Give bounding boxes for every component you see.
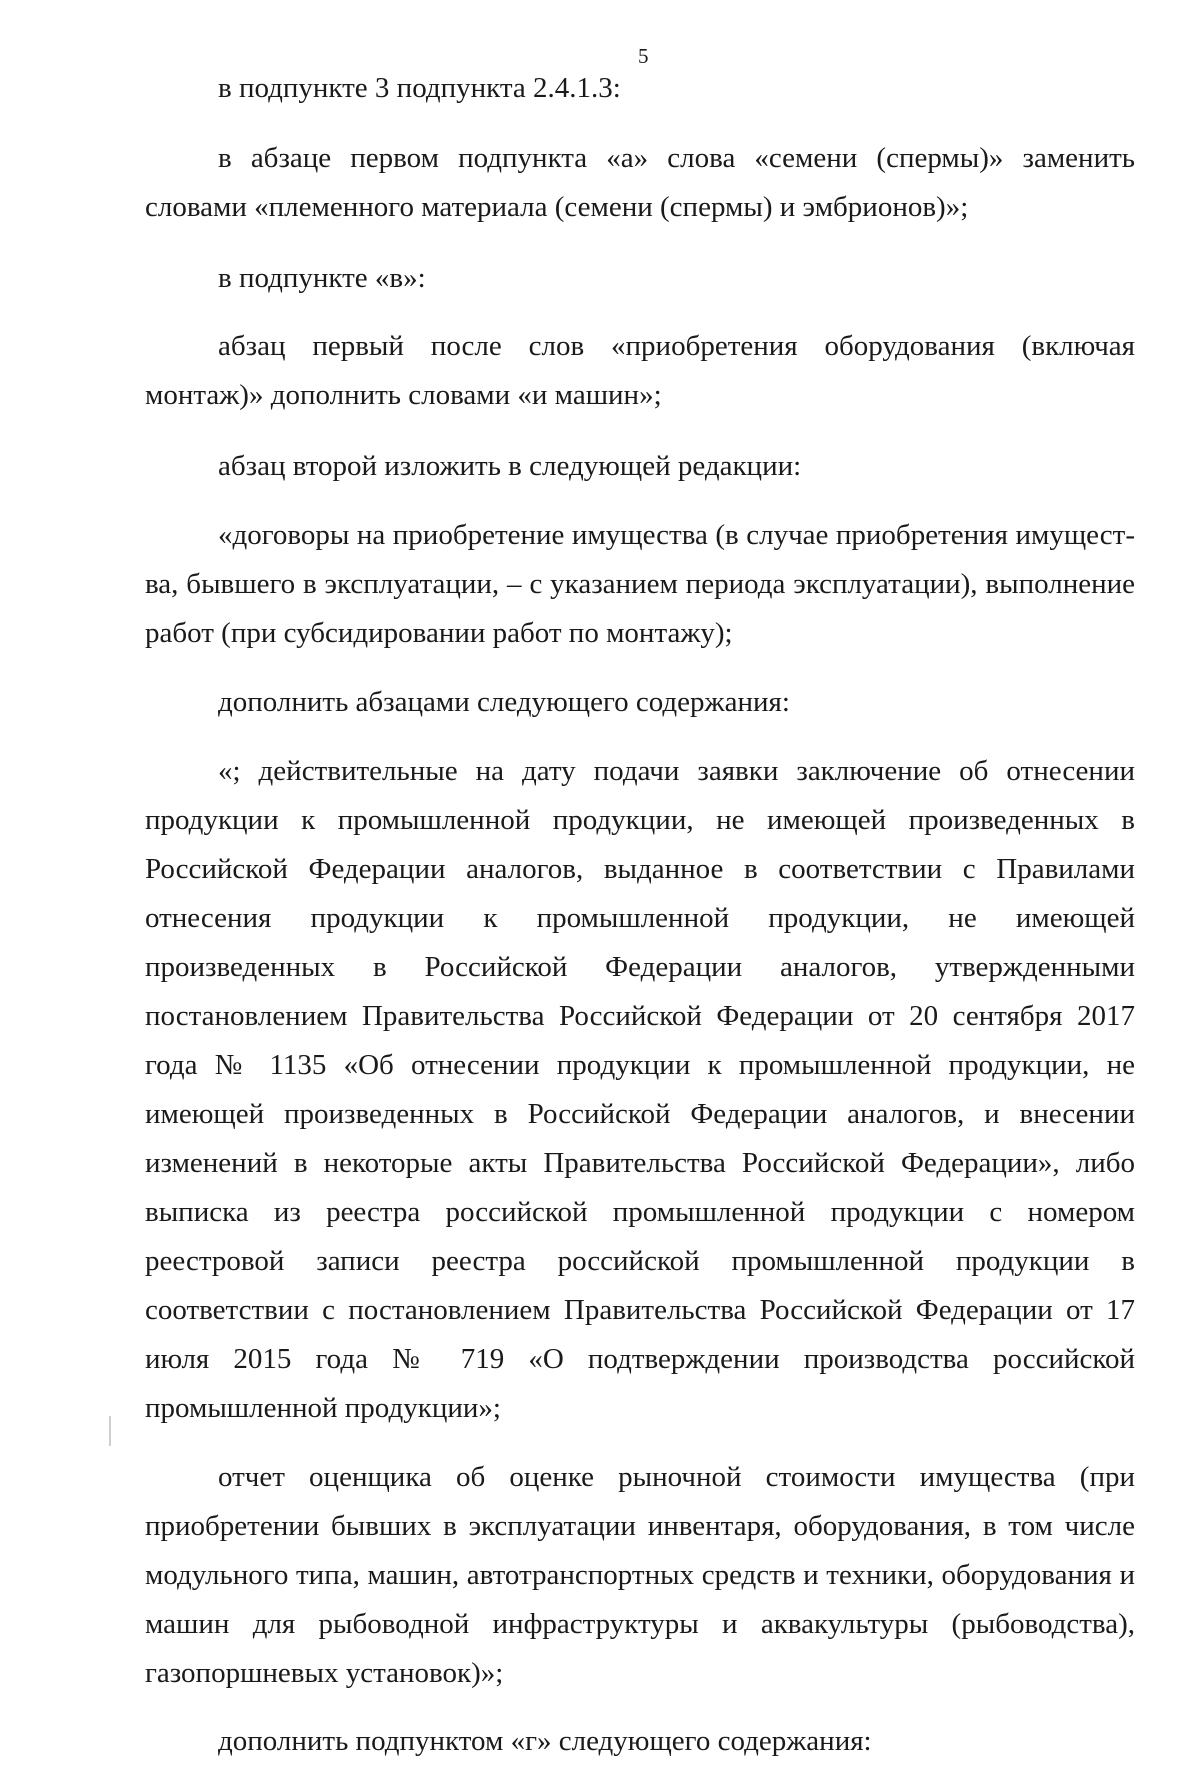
paragraph-1: в подпункте 3 подпункта 2.4.1.3: [218,72,621,104]
paragraph-2: в абзаце первом подпункта «а» слова «семени (спермы)» заменить словами «племенного материала (семени (спермы) и эмбрионов)»; [145,142,1135,223]
paragraph-10: дополнить подпунктом «г» следующего содержания: [218,1725,872,1757]
paragraph-8: «; действительные на дату подачи заявки заключение об отнесении продукции к промышленной продукции, не имеющей произведенных в Российской Федерации аналогов, выданное в соответствии с Правилами отнесения продукции к промышленной продукции, не имеющей произведенных в Российской Федерации аналогов, утвержденными постановлением Правительства Российской Федерации от 20 сентября 2017 года № 1135 «Об отнесении продукции к промышленной продукции, не имеющей произведенных в Российской Федерации аналогов, и внесении изменений в некоторые акты Правительства Российской Федерации», либо выписка из реестра российской промышленной продукции с номером реестровой записи реестра российской промышленной продукции в соответствии с постановлением Правительства Российской Федерации от 17 июля 2015 года № 719 «О подтверждении производства российской промышленной продукции»; [145,755,1135,1424]
scan-margin-mark [109,1416,111,1446]
paragraph-6: «договоры на приобретение имущества (в случае приобретения имущества, бывшего в эксплуатации, – с указанием периода эксплуатации), выполнение работ (при субсидировании работ по монтажу); [145,519,1135,649]
page-number: 5 [638,44,649,68]
paragraph-7: дополнить абзацами следующего содержания: [218,686,790,718]
paragraph-5: абзац второй изложить в следующей редакции: [218,450,802,482]
paragraph-3: в подпункте «в»: [218,262,426,294]
paragraph-9: отчет оценщика об оценке рыночной стоимости имущества (при приобретении бывших в эксплуатации инвентаря, оборудования, в том числе модульного типа, машин, автотранспортных средств и техники, оборудования и машин для рыбоводной инфраструктуры и аквакультуры (рыбоводства), газопоршневых установок)»; [145,1461,1135,1689]
paragraph-4: абзац первый после слов «приобретения оборудования (включая монтаж)» дополнить словами «и машин»; [145,330,1135,411]
document-body [145,64,1135,1788]
